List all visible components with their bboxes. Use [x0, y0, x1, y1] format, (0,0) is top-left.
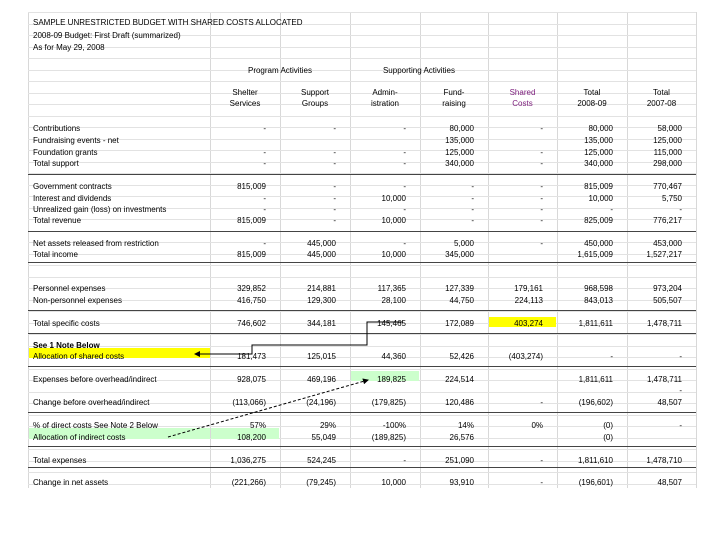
cell-value: 445,000	[307, 250, 336, 259]
cell-value: (24,196)	[306, 398, 336, 407]
row-label: Total specific costs	[33, 319, 100, 328]
cell-value: 52,426	[449, 352, 474, 361]
cell-value: (179,825)	[371, 398, 406, 407]
cell-value: 125,015	[307, 352, 336, 361]
cell-value: 1,478,711	[647, 319, 682, 328]
cell-value: 5,000	[453, 239, 474, 248]
row-label: Total revenue	[33, 216, 82, 225]
cell-value: 0%	[531, 421, 543, 430]
cell-value: (189,825)	[371, 433, 406, 442]
cell-value: 815,009	[237, 182, 266, 191]
row-label: Personnel expenses	[33, 284, 106, 293]
cell-value: -	[540, 194, 543, 203]
cell-value: (221,266)	[231, 478, 266, 487]
cell-value: 224,514	[445, 375, 474, 384]
cell-value: 214,881	[307, 284, 336, 293]
cell-value: 1,036,275	[230, 456, 266, 465]
row-label: Allocation of shared costs	[33, 352, 125, 361]
cell-value: 115,000	[653, 148, 682, 157]
cell-value: 224,113	[514, 296, 543, 305]
cell-value: 93,910	[449, 478, 474, 487]
cell-value: 973,204	[653, 284, 682, 293]
row-label: Change before overhead/indirect	[33, 398, 150, 407]
cell-value: 125,000	[653, 136, 682, 145]
row-label: Allocation of indirect costs	[33, 433, 126, 442]
cell-value: 298,000	[653, 159, 682, 168]
row-label: Fundraising events - net	[33, 136, 119, 145]
row-label: % of direct costs See Note 2 Below	[33, 421, 158, 430]
column-header: Total	[653, 88, 670, 97]
cell-value: 145,465	[377, 319, 406, 328]
cell-value: -	[263, 239, 266, 248]
cell-value: 58,000	[657, 124, 682, 133]
cell-value: 48,507	[657, 478, 682, 487]
cell-value: -	[540, 239, 543, 248]
cell-value: 968,598	[584, 284, 613, 293]
cell-value: 129,300	[307, 296, 336, 305]
cell-value: -	[540, 216, 543, 225]
cell-value: -	[263, 159, 266, 168]
column-header: Services	[229, 99, 261, 108]
cell-value: -100%	[382, 421, 406, 430]
cell-value: -	[540, 205, 543, 214]
cell-value: -	[263, 124, 266, 133]
column-header: Shelter	[232, 88, 258, 97]
cell-value: -	[471, 182, 474, 191]
cell-value: 135,000	[445, 136, 474, 145]
cell-value: (113,066)	[232, 398, 266, 407]
row-label: Interest and dividends	[33, 194, 112, 203]
cell-value: 815,009	[237, 250, 266, 259]
cell-value: 26,576	[449, 433, 474, 442]
cell-value: 505,507	[653, 296, 682, 305]
cell-value: 340,000	[584, 159, 613, 168]
cell-value: 10,000	[381, 250, 406, 259]
cell-value: 125,000	[584, 148, 613, 157]
cell-value: 345,000	[445, 250, 474, 259]
title-line-3: As for May 29, 2008	[33, 43, 105, 52]
cell-value: -	[540, 478, 543, 487]
cell-value: 469,196	[307, 375, 336, 384]
row-label: Expenses before overhead/indirect	[33, 375, 157, 384]
column-header: Shared	[509, 88, 536, 97]
cell-value: 815,009	[237, 216, 266, 225]
cell-value: (196,601)	[578, 478, 613, 487]
column-header: Total	[583, 88, 601, 97]
arrow-indirect-costs	[168, 380, 368, 437]
cell-value: -	[403, 205, 406, 214]
cell-value: -	[403, 148, 406, 157]
cell-value: 44,360	[381, 352, 406, 361]
cell-value: (79,245)	[306, 478, 336, 487]
cell-value: 1,811,611	[578, 375, 613, 384]
column-header: 2007-08	[646, 99, 677, 108]
cell-value: 127,339	[445, 284, 474, 293]
title-line-1: SAMPLE UNRESTRICTED BUDGET WITH SHARED COSTS ALLOCATED	[33, 18, 303, 27]
cell-value: -	[471, 205, 474, 214]
cell-value: -	[679, 205, 682, 214]
cell-value: 1,811,610	[578, 456, 613, 465]
cell-value: 135,000	[584, 136, 613, 145]
cell-value: -	[540, 124, 543, 133]
cell-value: 179,161	[514, 284, 543, 293]
cell-value: 843,013	[584, 296, 613, 305]
cell-value: 44,750	[449, 296, 474, 305]
cell-value: -	[333, 194, 336, 203]
cell-value: 10,000	[381, 478, 406, 487]
column-header: raising	[442, 99, 466, 108]
supporting-activities-header: Supporting Activities	[382, 66, 456, 75]
column-header: Support	[300, 88, 330, 97]
cell-value: 329,852	[237, 284, 266, 293]
cell-value: 340,000	[445, 159, 474, 168]
cell-value: 1,811,611	[578, 319, 613, 328]
column-header: Fund-	[443, 88, 465, 97]
cell-value: -	[333, 182, 336, 191]
cell-value: 1,478,710	[646, 456, 682, 465]
cell-value: -	[540, 182, 543, 191]
arrow-shared-costs	[195, 322, 403, 354]
cell-value: 524,245	[307, 456, 336, 465]
cell-value: -	[471, 194, 474, 203]
cell-value: 928,075	[237, 375, 266, 384]
row-label: Unrealized gain (loss) on investments	[33, 205, 167, 214]
cell-value: -	[403, 159, 406, 168]
cell-value: -	[263, 148, 266, 157]
cell-value: (0)	[603, 433, 613, 442]
cell-value: 29%	[319, 421, 336, 430]
cell-value: -	[540, 148, 543, 157]
cell-value: -	[403, 239, 406, 248]
cell-value: (403,274)	[508, 352, 543, 361]
cell-value: 10,000	[588, 194, 613, 203]
cell-value: 1,615,009	[577, 250, 613, 259]
cell-value: -	[679, 421, 682, 430]
cell-value: -	[333, 159, 336, 168]
cell-value: -	[540, 159, 543, 168]
column-header: 2008-09	[577, 99, 607, 108]
cell-value: 125,000	[445, 148, 474, 157]
cell-value: 825,009	[584, 216, 613, 225]
cell-value: -	[540, 398, 543, 407]
cell-value: -	[403, 182, 406, 191]
row-label: Total support	[33, 159, 79, 168]
cell-value: 251,090	[445, 456, 474, 465]
cell-value: -	[333, 124, 336, 133]
cell-value: 5,750	[661, 194, 682, 203]
cell-value: -	[403, 456, 406, 465]
cell-value: 48,507	[657, 398, 682, 407]
cell-value: -	[263, 205, 266, 214]
cell-value: (0)	[603, 421, 613, 430]
cell-value: 445,000	[307, 239, 336, 248]
row-label: Net assets released from restriction	[33, 239, 159, 248]
title-line-2: 2008-09 Budget: First Draft (summarized)	[33, 31, 181, 40]
row-label: See 1 Note Below	[33, 341, 100, 350]
cell-value: 453,000	[653, 239, 682, 248]
cell-value: -	[610, 352, 613, 361]
cell-value: 746,602	[237, 319, 266, 328]
cell-value: 189,825	[377, 375, 406, 384]
row-label: Total income	[33, 250, 78, 259]
cell-value: 55,049	[311, 433, 336, 442]
cell-value: (196,602)	[578, 398, 613, 407]
column-header: Groups	[301, 99, 329, 108]
cell-value: 10,000	[381, 216, 406, 225]
cell-value: -	[540, 456, 543, 465]
cell-value: 416,750	[237, 296, 266, 305]
row-label: Contributions	[33, 124, 81, 133]
column-header: Costs	[512, 99, 533, 108]
cell-value: 776,217	[653, 216, 682, 225]
cell-value: 80,000	[449, 124, 474, 133]
cell-value: 117,365	[377, 284, 406, 293]
cell-value: -	[610, 205, 613, 214]
column-header: istration	[370, 99, 399, 108]
row-label: Government contracts	[33, 182, 112, 191]
cell-value: 80,000	[588, 124, 613, 133]
cell-value: 28,100	[381, 296, 406, 305]
cell-value: -	[679, 386, 682, 395]
cell-value: 1,478,711	[647, 375, 682, 384]
cell-value: -	[333, 205, 336, 214]
cell-value: -	[333, 148, 336, 157]
cell-value: 10,000	[381, 194, 406, 203]
row-label: Change in net assets	[33, 478, 109, 487]
cell-value: 1,527,217	[646, 250, 682, 259]
cell-value: 770,467	[653, 182, 682, 191]
column-header: Admin-	[372, 88, 398, 97]
row-label: Foundation grants	[33, 148, 98, 157]
cell-value: 108,200	[237, 433, 266, 442]
cell-value: 403,274	[514, 319, 543, 328]
row-label: Non-personnel expenses	[33, 296, 122, 305]
program-activities-header: Program Activities	[247, 66, 313, 75]
row-label: Total expenses	[33, 456, 87, 465]
cell-value: 14%	[457, 421, 474, 430]
cell-value: -	[679, 352, 682, 361]
cell-value: 344,181	[307, 319, 336, 328]
cell-value: 57%	[249, 421, 266, 430]
cell-value: 172,089	[445, 319, 474, 328]
cell-value: 181,473	[237, 352, 266, 361]
cell-value: 450,000	[584, 239, 613, 248]
cell-value: -	[263, 194, 266, 203]
cell-value: -	[403, 124, 406, 133]
cell-value: 815,009	[584, 182, 613, 191]
cell-value: -	[333, 216, 336, 225]
cell-value: -	[471, 216, 474, 225]
cell-value: 120,486	[445, 398, 474, 407]
